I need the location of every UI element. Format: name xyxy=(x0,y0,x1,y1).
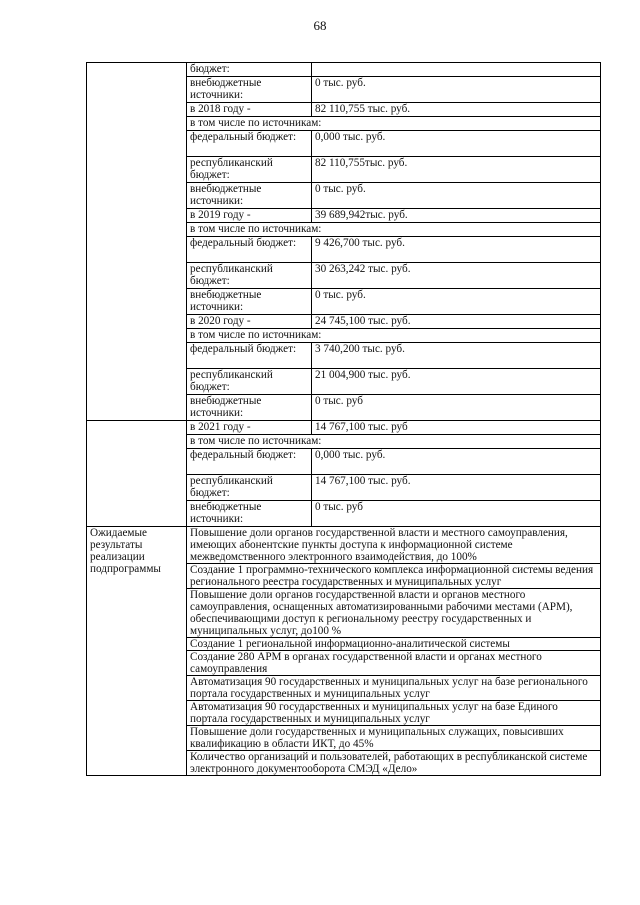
result-item: Количество организаций и пользователей, работающих в республиканской системе электронного документооборота СМЭД «Дело» xyxy=(187,751,601,776)
funding-amount: 0 тыс. руб. xyxy=(312,77,601,103)
result-item: Автоматизация 90 государственных и муниципальных услуг на базе Единого портала государственных и муниципальных услуг xyxy=(187,701,601,726)
funding-amount: 0,000 тыс. руб. xyxy=(312,449,601,475)
funding-source-label: внебюджетные источники: xyxy=(187,183,312,209)
left-empty-cell xyxy=(87,421,187,527)
funding-sources-heading: в том числе по источникам: xyxy=(187,435,601,449)
funding-sources-heading: в том числе по источникам: xyxy=(187,329,601,343)
funding-source-label: республиканский бюджет: xyxy=(187,263,312,289)
funding-source-label: в 2021 году - xyxy=(187,421,312,435)
funding-source-label: внебюджетные источники: xyxy=(187,501,312,527)
funding-amount: 0 тыс. руб xyxy=(312,501,601,527)
funding-amount: 21 004,900 тыс. руб. xyxy=(312,369,601,395)
result-item: Автоматизация 90 государственных и муниципальных услуг на базе регионального портала государственных и муниципальных услуг xyxy=(187,676,601,701)
funding-amount: 82 110,755тыс. руб. xyxy=(312,157,601,183)
funding-source-label: федеральный бюджет: xyxy=(187,237,312,263)
page-number: 68 xyxy=(313,18,327,33)
funding-amount: 0,000 тыс. руб. xyxy=(312,131,601,157)
program-table xyxy=(86,62,601,776)
funding-amount: 3 740,200 тыс. руб. xyxy=(312,343,601,369)
funding-amount: 14 767,100 тыс. руб. xyxy=(312,475,601,501)
funding-source-label: в 2019 году - xyxy=(187,209,312,223)
results-label: Ожидаемые результаты реализации подпрограммы xyxy=(87,527,187,776)
result-item: Повышение доли органов государственной власти и местного самоуправления, имеющих абонентские пункты доступа к информационной системе межведомственного электронного взаимодействия, до 100% xyxy=(187,527,601,564)
funding-source-label: в 2020 году - xyxy=(187,315,312,329)
funding-source-label: внебюджетные источники: xyxy=(187,77,312,103)
funding-amount: 0 тыс. руб. xyxy=(312,289,601,315)
funding-source-label: федеральный бюджет: xyxy=(187,343,312,369)
result-item: Повышение доли государственных и муниципальных служащих, повысивших квалификацию в области ИКТ, до 45% xyxy=(187,726,601,751)
program-table-body xyxy=(87,63,601,776)
funding-source-label: в 2018 году - xyxy=(187,103,312,117)
funding-sources-heading: в том числе по источникам: xyxy=(187,223,601,237)
funding-amount: 0 тыс. руб xyxy=(312,395,601,421)
funding-amount: 82 110,755 тыс. руб. xyxy=(312,103,601,117)
funding-row xyxy=(87,421,601,435)
result-item: Повышение доли органов государственной власти и органов местного самоуправления, оснащенных автоматизированными рабочими местами (АРМ), обеспечивающими доступ к региональному реестру государственных и муниципальных услуг, до100 % xyxy=(187,589,601,638)
funding-amount: 14 767,100 тыс. руб xyxy=(312,421,601,435)
funding-source-label: внебюджетные источники: xyxy=(187,395,312,421)
funding-source-label: федеральный бюджет: xyxy=(187,131,312,157)
result-item: Создание 1 региональной информационно-аналитической системы xyxy=(187,638,601,651)
funding-row xyxy=(87,63,601,77)
funding-amount: 39 689,942тыс. руб. xyxy=(312,209,601,223)
result-item: Создание 1 программно-технического комплекса информационной системы ведения регионального реестра государственных и муниципальных услуг xyxy=(187,564,601,589)
funding-source-label: республиканский бюджет: xyxy=(187,475,312,501)
funding-source-label: федеральный бюджет: xyxy=(187,449,312,475)
funding-amount xyxy=(312,63,601,77)
funding-source-label: внебюджетные источники: xyxy=(187,289,312,315)
funding-source-label: республиканский бюджет: xyxy=(187,157,312,183)
funding-source-label: бюджет: xyxy=(187,63,312,77)
funding-amount: 30 263,242 тыс. руб. xyxy=(312,263,601,289)
result-item: Создание 280 АРМ в органах государственной власти и органах местного самоуправления xyxy=(187,651,601,676)
funding-source-label: республиканский бюджет: xyxy=(187,369,312,395)
funding-amount: 0 тыс. руб. xyxy=(312,183,601,209)
funding-amount: 24 745,100 тыс. руб. xyxy=(312,315,601,329)
result-row xyxy=(87,527,601,564)
funding-sources-heading: в том числе по источникам: xyxy=(187,117,601,131)
left-empty-cell xyxy=(87,63,187,421)
funding-amount: 9 426,700 тыс. руб. xyxy=(312,237,601,263)
